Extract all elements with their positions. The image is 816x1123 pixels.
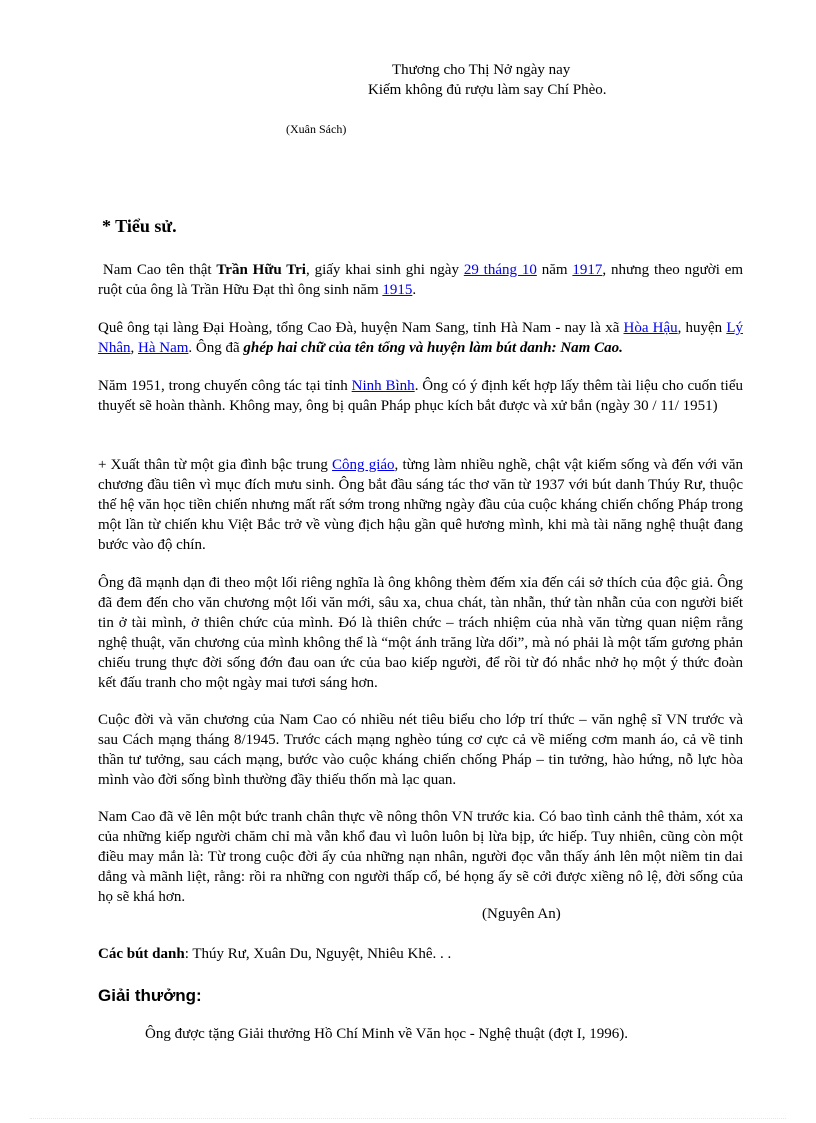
paragraph-life-and-work: Cuộc đời và văn chương của Nam Cao có nhiều nét tiêu biểu cho lớp trí thức – văn nghệ sĩ VN trước và sau Cách mạng tháng 8/1945. Trước cách mạng nghèo túng cơ cực cả về miếng cơm manh áo, cả về tinh thần tư tưởng, sau cách mạng, bước vào cuộc kháng chiến chống Pháp – tin tưởng, hào hứng, nỗ lực hòa mình vào đời sống bình thường đầy thiếu thốn mà lạc quan.	[98, 712, 743, 788]
pen-names-value: : Thúy Rư, Xuân Du, Nguyệt, Nhiêu Khê. . .	[184, 946, 452, 962]
link-hoa-hau[interactable]: Hòa Hậu	[623, 320, 678, 336]
award-text: Ông được tặng Giải thưởng Hồ Chí Minh về Văn học - Nghệ thuật (đợt I, 1996).	[145, 1026, 629, 1042]
signature: (Nguyên An)	[482, 906, 561, 922]
link-ha-nam[interactable]: Hà Nam	[138, 340, 189, 356]
link-cong-giao[interactable]: Công giáo	[332, 457, 395, 473]
pen-name-origin: ghép hai chữ của tên tổng và huyện làm bút danh: Nam Cao.	[243, 340, 623, 356]
award-heading: Giải thưởng:	[98, 986, 202, 1005]
paragraph-countryside: Nam Cao đã vẽ lên một bức tranh chân thực về nông thôn VN trước kia. Có bao tình cảnh thê thảm, xót xa của những kiếp người chăm chỉ mà vẫn khổ đau vì luôn luôn bị lừa bịp, ức hiếp. Tuy nhiên, cũng còn một điều may mắn là: Từ trong cuộc đời ấy của những nạn nhân, người đọc vẫn thấy ánh lên một niềm tin dai dẳng và mãnh liệt, rằng: rồi ra những con người thấp cổ, bé họng ấy sẽ cởi được xiềng nô lệ, đời sống của họ sẽ khá hơn.	[98, 809, 743, 905]
paragraph-death: Năm 1951, trong chuyến công tác tại tỉnh Ninh Bình. Ông có ý định kết hợp lấy thêm tài liệu cho cuốn tiểu thuyết sẽ hoàn thành. Không may, ông bị quân Pháp phục kích bắt được và xử bắn (ngày 30 / 11/ 1951)	[98, 378, 743, 414]
link-ninh-binh[interactable]: Ninh Bình	[351, 378, 415, 394]
paragraph-birth: Nam Cao tên thật Trần Hữu Tri, giấy khai sinh ghi ngày 29 tháng 10 năm 1917, nhưng theo người em ruột của ông là Trần Hữu Đạt thì ông sinh năm 1915.	[98, 262, 744, 298]
poem-line-2: Kiếm không đủ rượu làm say Chí Phèo.	[368, 82, 607, 98]
link-birth-date[interactable]: 29 tháng 10	[463, 262, 537, 278]
poem-line-1: Thương cho Thị Nở ngày nay	[392, 62, 571, 78]
real-name: Trần Hữu Tri	[216, 262, 306, 278]
page-footer-divider	[30, 1118, 786, 1119]
pen-names	[98, 946, 451, 963]
section-heading-biography: * Tiểu sử.	[102, 216, 177, 236]
poem-author: (Xuân Sách)	[286, 122, 347, 136]
link-birth-year[interactable]: 1917	[572, 262, 603, 278]
link-birth-year-alt[interactable]: 1915	[382, 282, 413, 298]
paragraph-hometown: Quê ông tại làng Đại Hoàng, tổng Cao Đà, huyện Nam Sang, tỉnh Hà Nam - nay là xã Hòa Hậu, huyện Lý Nhân, Hà Nam. Ông đã ghép hai chữ của tên tổng và huyện làm bút danh: Nam Cao.	[98, 320, 743, 356]
paragraph-literary-style: Ông đã mạnh dạn đi theo một lối riêng nghĩa là ông không thèm đếm xỉa đến cái sở thích của độc giả. Ông đã đem đến cho văn chương một lối văn mới, sâu xa, chua chát, tàn nhẫn, thứ tàn nhẫn của con người biết tin ở tài mình, ở thiên chức của mình. Đó là thiên chức – trách nhiệm của nhà văn từng quan niệm rằng nghệ thuật, văn chương của mình không thể là “một ánh trăng lừa dối”, mà nó phải là một tấm gương phản chiếu trung thực đời sống đớn đau oan ức của bao kiếp người, để rồi từ đó nhắc nhở họ một ý thức đoàn kết đấu tranh cho một ngày mai tươi sáng hơn.	[98, 575, 743, 691]
paragraph-background: + Xuất thân từ một gia đình bậc trung Công giáo, từng làm nhiều nghề, chật vật kiếm sống và đến với văn chương đầu tiên vì mục đích mưu sinh. Ông bắt đầu sáng tác thơ văn từ 1937 với bút danh Thúy Rư, thuộc thế hệ văn học tiền chiến nhưng mất rất sớm trong những ngày đầu của cuộc kháng chiến chống Pháp trong một lần từ chiến khu Việt Bắc trở về vùng địch hậu gần quê hương mình, khi mà tài năng nghệ thuật đang bước vào độ chín.	[98, 457, 743, 553]
link-ly-nhan[interactable]: Lý Nhân	[98, 320, 743, 356]
pen-names-label: Các bút danh	[98, 946, 185, 962]
